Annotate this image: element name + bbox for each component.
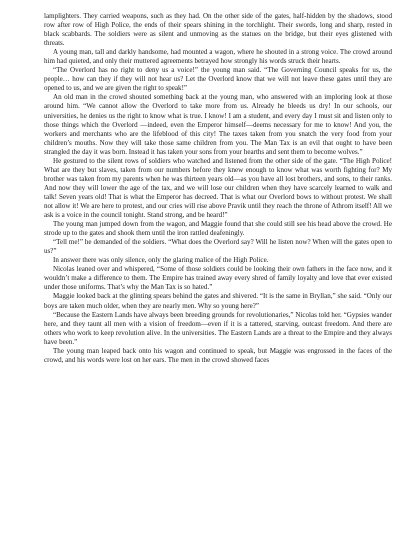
paragraph: An old man in the crowd shouted something back at the young man, who answered with an imploring look at those around him. “We cannot allow the Overlord to take more from us. Already he bleeds us dry! In our schools, our universities, he denies us the right to know what is true. I know! I am a student, and every day I must sit and listen only to those things which the Overlord —indeed, even the Emperor himself—deems necessary for me to know! And you, the workers and merchants who are the lifeblood of this city! The taxes taken from you snatch the very food from your children’s mouths. Now they will take those same children from you. The Man Tax is an evil that ought to have been strangled the day it was born. Instead it has taken your sons from your hearths and sent them to become wolves.” (44, 93, 392, 156)
page-body (44, 12, 392, 365)
paragraph: “Because the Eastern Lands have always been breeding grounds for revolutionaries,” Nicolas told her. “Gypsies wander here, and they taunt all men with a vision of freedom—even if it is a tattered, starving, outcast freedom. And there are others who work to keep revolution alive. In the universities. The Eastern Lands are a threat to the Empire and they always have been.” (44, 310, 392, 346)
paragraph: Maggie looked back at the glinting spears behind the gates and shivered. “It is the same in Bryllan,” she said. “Only our boys are taken much older, when they are nearly men. Why so young here?” (44, 292, 392, 310)
paragraph: A young man, tall and darkly handsome, had mounted a wagon, where he shouted in a strong voice. The crowd around him had quieted, and only their muttered agreements betrayed how strongly his words struck their hearts. (44, 48, 392, 66)
paragraph: He gestured to the silent rows of soldiers who watched and listened from the other side of the gate. “The High Police! What are they but slaves, taken from our numbers before they knew enough to know what was worth fighting for? My brother was taken from my parents when he was thirteen years old—as you have all lost brothers, and sons, to their ranks. And now they will lower the age of the tax, and we will lose our children when they have scarcely learned to walk and talk! Seven years old! That is what the Emperor has decreed. That is what our Overlord bows to without protest. We shall not allow it! We are here to protest, and our cries will rise above Pravik until they reach the throne of Athrom itself! All we ask is a voice in the council tonight. Stand strong, and be heard!” (44, 156, 392, 220)
paragraph: “The Overlord has no right to deny us a voice!” the young man said. “The Governing Council speaks for us, the people… how can they if they will not hear us? Let the Overlord know that we will not leave these gates until they are opened to us, and we are given the right to speak!” (44, 66, 392, 93)
paragraph: lamplighters. They carried weapons, such as they had. On the other side of the gates, half-hidden by the shadows, stood row after row of High Police, the ends of their spears shining in the torchlight. Their swords, long and sharp, rested in black scabbards. The soldiers were as silent and unmoving as the statues on the bridge, but their eyes glistened with threats. (44, 12, 392, 48)
paragraph: Nicolas leaned over and whispered, “Some of those soldiers could be looking their own fathers in the face now, and it wouldn’t make a difference to them. The Empire has trained away every shred of family loyalty and love that ever existed under those uniforms. That’s why the Man Tax is so hated.” (44, 265, 392, 292)
paragraph: The young man leaped back onto his wagon and continued to speak, but Maggie was engrossed in the faces of the crowd, and his words were lost on her ears. The men in the crowd showed faces (44, 346, 392, 364)
paragraph: The young man jumped down from the wagon, and Maggie found that she could still see his head above the crowd. He strode up to the gates and shook them until the iron rattled deafeningly. (44, 220, 392, 238)
paragraph: In answer there was only silence, only the glaring malice of the High Police. (53, 256, 269, 265)
paragraph: “Tell me!” he demanded of the soldiers. “What does the Overlord say? Will he listen now? When will the gates open to us?” (44, 238, 392, 256)
